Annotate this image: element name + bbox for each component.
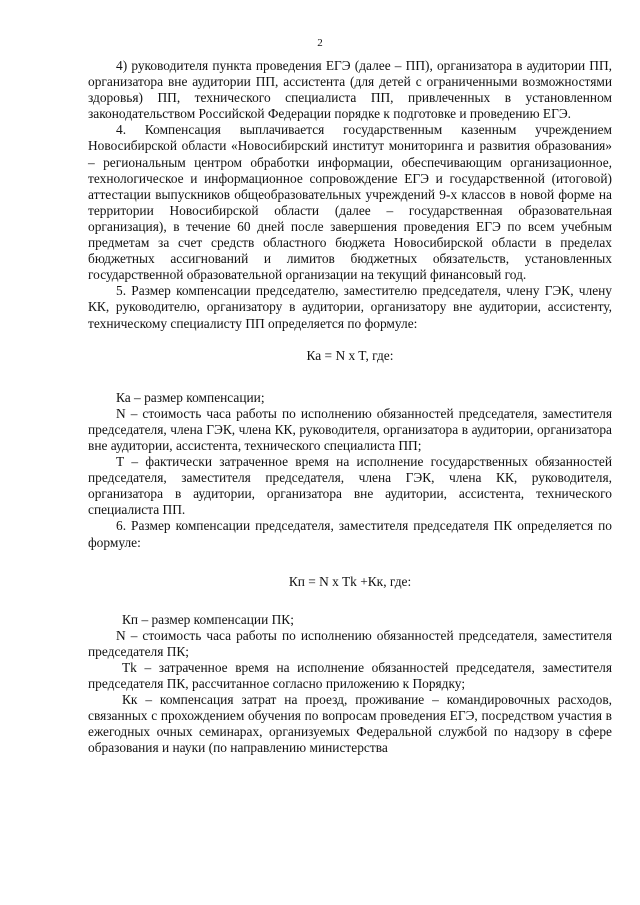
formula-ka: Ка = N x T, где: (306, 347, 394, 363)
page-number: 2 (317, 37, 323, 49)
definition-tk-time: Tk – затраченное время на исполнение обязанностей председателя, заместителя председателя ПК, рассчитанное согласно приложению к Порядку; (88, 660, 612, 692)
formula-kp: Кп = N x Tk +Кк, где: (288, 573, 412, 589)
paragraph-clause-5: 5. Размер компенсации председателю, заместителю председателя, члену ГЭК, члену КК, руководителю, организатору в аудитории, организатору вне аудитории, ассистенту, техническому специалисту ПП определяется по формуле: (88, 283, 612, 331)
definition-n-hour-cost: N – стоимость часа работы по исполнению обязанностей председателя, заместителя председателя, члена ГЭК, члена КК, руководителя, организатора в аудитории, организатора вне аудитории, ассистента, технического специалиста ПП; (88, 405, 612, 453)
definition-kk-expenses: Кк – компенсация затрат на проезд, проживание – командировочных расходов, связанных с прохождением обучения по вопросам проведения ЕГЭ, посредством участия в ежегодных очных семинарах, организуемых Федеральной службой по надзору в сфере образования и науки (по направлению министерства (88, 692, 612, 756)
paragraph-item-4: 4) руководителя пункта проведения ЕГЭ (далее – ПП), организатора в аудитории ПП, организатора вне аудитории ПП, ассистента (для детей с ограниченными возможностями здоровья) ПП, технического специалиста ПП, привлеченных в установленном законодательством Российской Федерации порядке к подготовке и проведению ЕГЭ. (88, 58, 612, 122)
document-body (88, 58, 612, 757)
paragraph-clause-6: 6. Размер компенсации председателя, заместителя председателя ПК определяется по формуле: (88, 518, 612, 550)
definition-n-pk-hour-cost: N – стоимость часа работы по исполнению обязанностей председателя, заместителя председателя ПК; (88, 627, 612, 659)
paragraph-clause-4: 4. Компенсация выплачивается государственным казенным учреждением Новосибирской области «Новосибирский институт мониторинга и развития образования» – региональным центром обработки информации, обеспечивающим организационное, технологическое и информационное сопровождение ЕГЭ и государственной (итоговой) аттестации выпускников общеобразовательных учреждений 9-х классов в новой форме на территории Новосибирской области (далее – государственная образовательная организация), в течение 60 дней после завершения проведения ЕГЭ по всем учебным предметам за счет средств областного бюджета Новосибирской области в пределах бюджетных ассигнований и лимитов бюджетных обязательств, установленных государственной образовательной организации на текущий финансовый год. (88, 122, 612, 283)
definition-kp: Кп – размер компенсации ПК; (122, 611, 294, 627)
definition-ka: Ка – размер компенсации; (116, 389, 265, 405)
definition-t-time: Т – фактически затраченное время на исполнение государственных обязанностей председателя, заместителя председателя, члена ГЭК, члена КК, руководителя, организатора в аудитории, организатора вне аудитории, ассистента, технического специалиста ПП. (88, 454, 612, 518)
